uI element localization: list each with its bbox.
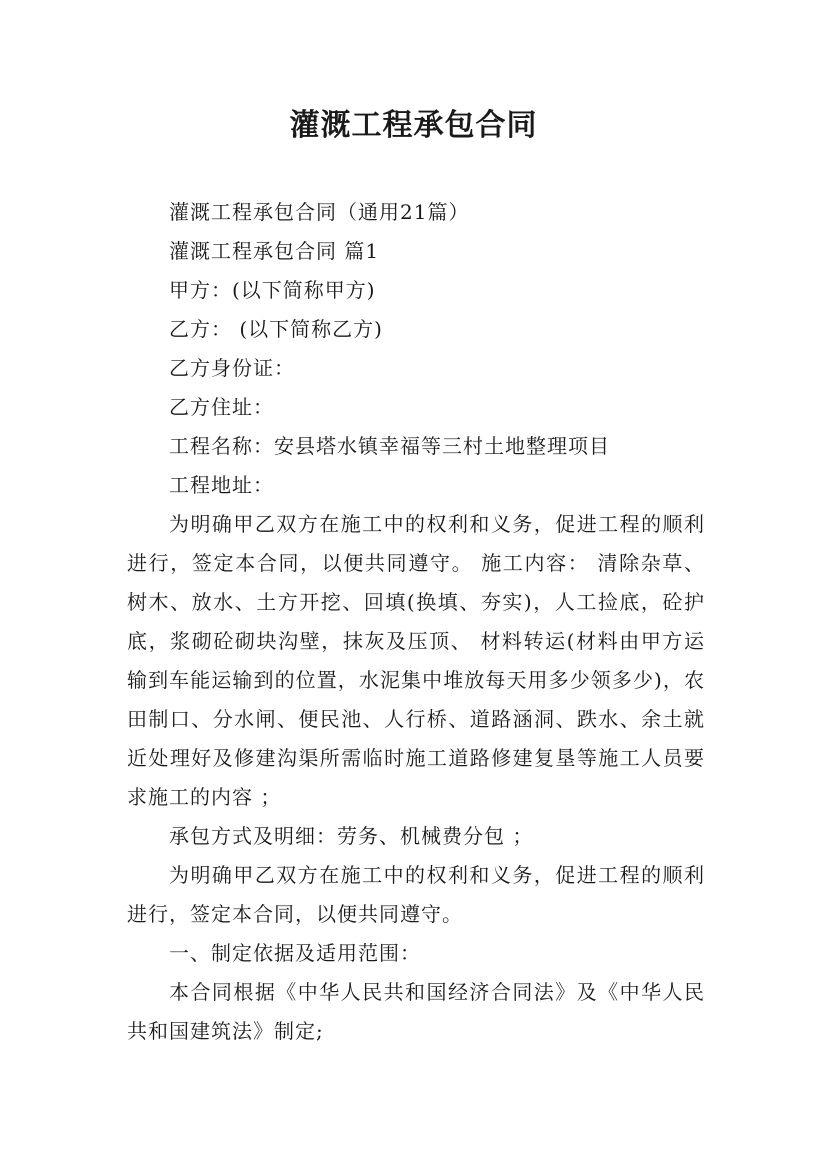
paragraph-clause-one-heading: 一、制定依据及适用范围： (169, 941, 421, 965)
paragraph-contract-method: 承包方式及明细：劳务、机械费分包 ； (169, 824, 534, 848)
paragraph-project-name: 工程名称：安县塔水镇幸福等三村土地整理项目 (169, 434, 610, 458)
paragraph-subtitle: 灌溉工程承包合同（通用21篇） (169, 200, 470, 224)
paragraph-party-b-address: 乙方住址： (169, 395, 274, 419)
paragraph-party-a: 甲方：(以下简称甲方) (169, 278, 376, 302)
paragraph-construction-content: 为明确甲乙双方在施工中的权利和义务，促进工程的顺利进行，签定本合同，以便共同遵守。 施工内容： 清除杂草、树木、放水、土方开挖、回填(换填、夯实)，人工捡底，砼护底，浆砌砼砌块沟壁，抹灰及压顶、 材料转运(材料由甲方运输到车能运输到的位置，水泥集中堆放每天用多少领多少)，农田制口、分水闸、便民池、人行桥、道路涵洞、跌水、余土就近处理好及修建沟渠所需临时施工道路修建复垦等施工人员要求施工的内容 ； (127, 512, 705, 809)
paragraph-party-b: 乙方： (以下简称乙方) (169, 317, 383, 341)
document-body (127, 193, 705, 1051)
paragraph-purpose: 为明确甲乙双方在施工中的权利和义务，促进工程的顺利进行，签定本合同，以便共同遵守。 (127, 863, 705, 926)
paragraph-party-b-id: 乙方身份证： (169, 356, 295, 380)
paragraph-legal-basis: 本合同根据《中华人民共和国经济合同法》及《中华人民共和国建筑法》制定; (127, 980, 705, 1043)
document-title: 灌溉工程承包合同 (289, 108, 538, 143)
paragraph-project-address: 工程地址： (169, 473, 274, 497)
paragraph-section-heading: 灌溉工程承包合同 篇1 (169, 239, 380, 263)
